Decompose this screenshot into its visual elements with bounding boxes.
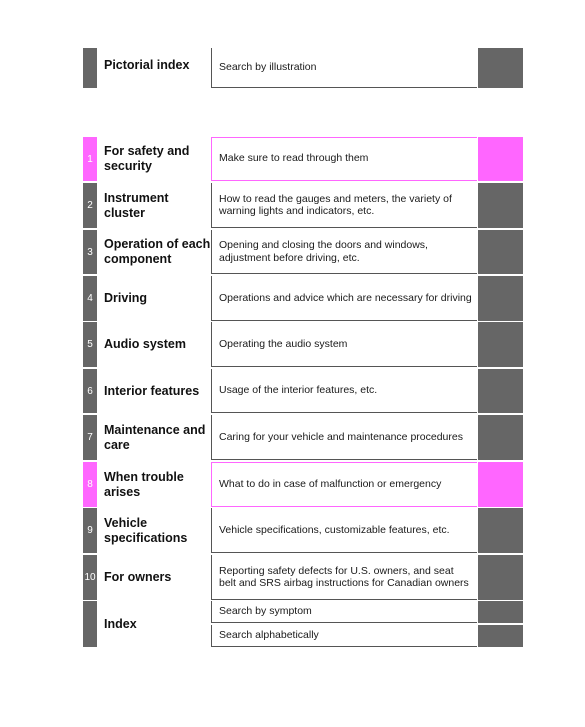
- chapter-desc: Operating the audio system: [211, 322, 477, 367]
- pictorial-index-title: Pictorial index: [104, 58, 190, 72]
- chapter-tab[interactable]: [478, 137, 523, 181]
- index-marker: [83, 601, 97, 647]
- chapter-desc: Usage of the interior features, etc.: [211, 369, 477, 413]
- chapter-row-4[interactable]: [83, 276, 523, 321]
- chapter-row-7[interactable]: [83, 415, 523, 460]
- chapter-tab[interactable]: [478, 415, 523, 460]
- chapter-number: 9: [83, 508, 97, 553]
- chapter-number: 2: [83, 183, 97, 228]
- index-search-by-symptom[interactable]: Search by symptom: [211, 601, 477, 623]
- chapter-title: Audio system: [104, 337, 186, 351]
- chapter-title: When trouble arises: [104, 469, 184, 499]
- chapter-title: For owners: [104, 570, 172, 584]
- chapter-tab[interactable]: [478, 508, 523, 553]
- chapter-desc: Make sure to read through them: [211, 137, 477, 181]
- chapter-title: Maintenance and care: [104, 422, 206, 452]
- chapter-tab[interactable]: [478, 462, 523, 507]
- chapter-tab[interactable]: [478, 276, 523, 321]
- index-title: Index: [104, 616, 137, 631]
- chapter-row-1[interactable]: [83, 137, 523, 181]
- chapter-tab[interactable]: [478, 183, 523, 228]
- chapter-row-6[interactable]: [83, 369, 523, 413]
- pictorial-index-desc: Search by illustration: [211, 48, 477, 88]
- index-search-alphabetically[interactable]: Search alphabetically: [211, 625, 477, 647]
- chapter-row-8[interactable]: [83, 462, 523, 507]
- chapter-number: 1: [83, 137, 97, 181]
- chapter-number: 7: [83, 415, 97, 460]
- chapter-title: For safety and security: [104, 144, 190, 173]
- chapter-tab[interactable]: [478, 555, 523, 600]
- chapter-row-2[interactable]: [83, 183, 523, 228]
- chapter-row-5[interactable]: [83, 322, 523, 367]
- chapter-desc: Vehicle specifications, customizable features, etc.: [211, 508, 477, 553]
- pictorial-index-marker: [83, 48, 97, 88]
- chapter-desc: Operations and advice which are necessary for driving: [211, 276, 477, 321]
- chapter-desc: Opening and closing the doors and windows, adjustment before driving, etc.: [211, 230, 477, 274]
- chapter-title: Vehicle specifications: [104, 515, 188, 545]
- index-alphabetical-tab[interactable]: [478, 625, 523, 647]
- chapter-row-9[interactable]: [83, 508, 523, 553]
- chapter-tab[interactable]: [478, 322, 523, 367]
- chapter-desc: Reporting safety defects for U.S. owners, and seat belt and SRS airbag instructions for Canadian owners: [211, 555, 477, 600]
- chapter-title: Instrument cluster: [104, 190, 169, 220]
- chapter-desc: How to read the gauges and meters, the variety of warning lights and indicators, etc.: [211, 183, 477, 228]
- chapter-number: 3: [83, 230, 97, 274]
- chapter-number: 5: [83, 322, 97, 367]
- chapter-title: Interior features: [104, 383, 200, 398]
- chapter-desc: Caring for your vehicle and maintenance procedures: [211, 415, 477, 460]
- chapter-desc: What to do in case of malfunction or emergency: [211, 462, 477, 507]
- chapter-title: Driving: [104, 291, 148, 305]
- chapter-number: 10: [83, 555, 97, 600]
- pictorial-index-tab[interactable]: [478, 48, 523, 88]
- pictorial-index-row[interactable]: [83, 48, 523, 88]
- chapter-title: Operation of each component: [104, 237, 211, 266]
- chapter-tab[interactable]: [478, 230, 523, 274]
- chapter-row-3[interactable]: [83, 230, 523, 274]
- index-row: [83, 601, 523, 647]
- chapter-tab[interactable]: [478, 369, 523, 413]
- chapter-number: 8: [83, 462, 97, 507]
- chapter-number: 4: [83, 276, 97, 321]
- chapter-row-10[interactable]: [83, 555, 523, 600]
- chapter-number: 6: [83, 369, 97, 413]
- index-symptom-tab[interactable]: [478, 601, 523, 623]
